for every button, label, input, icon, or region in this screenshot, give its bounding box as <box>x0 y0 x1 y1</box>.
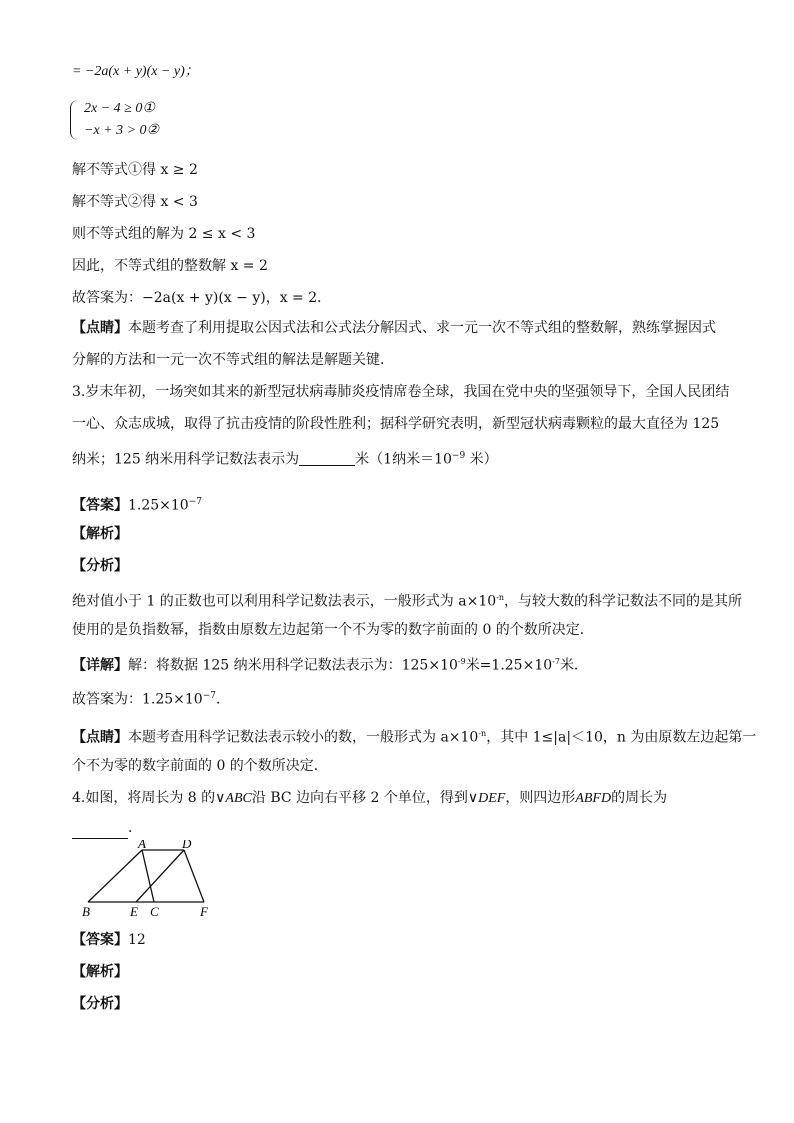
label-f: F <box>200 904 208 919</box>
comment-line-1: 【点睛】本题考查了利用提取公因式法和公式法分解因式、求一元一次不等式组的整数解，熟练掌握因式 <box>72 320 716 336</box>
label-b: B <box>82 904 90 919</box>
question-3-line-1: 3.岁末年初，一场突如其来的新型冠状病毒肺炎疫情席卷全球，我国在党中央的坚强领导下，全国人民团结 <box>72 384 730 400</box>
expression-line: = −2a(x + y)(x − y)； <box>72 64 199 79</box>
inequality-1: 2x − 4 ≥ 0① <box>84 101 155 116</box>
question-4-line-2: ． <box>72 818 142 839</box>
answer-blank <box>299 451 355 466</box>
system-brace <box>70 100 81 140</box>
answer-summary: 故答案为：−2a(x + y)(x − y)，x = 2． <box>72 290 332 306</box>
analysis-heading: 【解析】 <box>72 526 128 542</box>
answer-line-2: 【答案】12 <box>72 932 146 948</box>
question-4-line-1: 4.如图，将周长为 8 的∨ABC沿 BC 边向右平移 2 个单位，得到∨DEF，则四边形ABFD的周长为 <box>72 790 668 806</box>
analysis-line-1: 绝对值小于 1 的正数也可以利用科学记数法表示，一般形式为 $a\times 10^{-n}$，与较大数的科学记数法不同的是其所 <box>72 593 743 610</box>
translation-figure <box>78 840 218 920</box>
breakdown-heading-2: 【分析】 <box>72 996 128 1012</box>
comment-line-2: 分解的方法和一元一次不等式组的解法是解题关键． <box>72 352 394 368</box>
solve-inequality-2: 解不等式②得 x < 3 <box>72 194 198 210</box>
solve-inequality-1: 解不等式①得 x ≥ 2 <box>72 162 198 178</box>
breakdown-heading: 【分析】 <box>72 558 128 574</box>
segment-ab <box>88 850 142 902</box>
label-d: D <box>182 840 192 851</box>
inequality-2: −x + 3 > 0② <box>84 123 160 138</box>
answer-summary-2: 故答案为：$1.25\times 10^{-7}$． <box>72 691 230 708</box>
comment-2-line-2: 个不为零的数字前面的 0 的个数所决定． <box>72 758 328 774</box>
analysis-heading-2: 【解析】 <box>72 964 128 980</box>
answer-line: 【答案】$1.25\times 10^{-7}$ <box>72 497 202 514</box>
integer-solution: 因此，不等式组的整数解 x = 2 <box>72 258 268 274</box>
answer-blank-2 <box>72 818 128 839</box>
question-3-line-2: 一心、众志成城，取得了抗击疫情的阶段性胜利；据科学研究表明，新型冠状病毒颗粒的最大直径为 125 <box>72 416 720 432</box>
analysis-line-2: 使用的是负指数幂，指数由原数左边起第一个不为零的数字前面的 0 的个数所决定． <box>72 622 594 638</box>
comment-2-line-1: 【点睛】本题考查用科学记数法表示较小的数，一般形式为 $a\times 10^{-n}$，其中 1≤|a|＜10，n 为由原数左边起第一 <box>72 729 757 746</box>
system-solution: 则不等式组的解为 2 ≤ x < 3 <box>72 226 256 242</box>
question-3-line-3: 纳米；125 纳米用科学记数法表示为 米（1纳米$=10^{-9}$ 米） <box>72 451 498 468</box>
detail-line: 【详解】解：将数据 125 纳米用科学记数法表示为：$125\times 10^{-9}$米$=1.25\times 10^{-7}$米． <box>72 657 588 674</box>
label-a: A <box>138 840 146 851</box>
label-e: E <box>130 904 138 919</box>
segment-df <box>184 850 204 902</box>
label-c: C <box>150 904 159 919</box>
